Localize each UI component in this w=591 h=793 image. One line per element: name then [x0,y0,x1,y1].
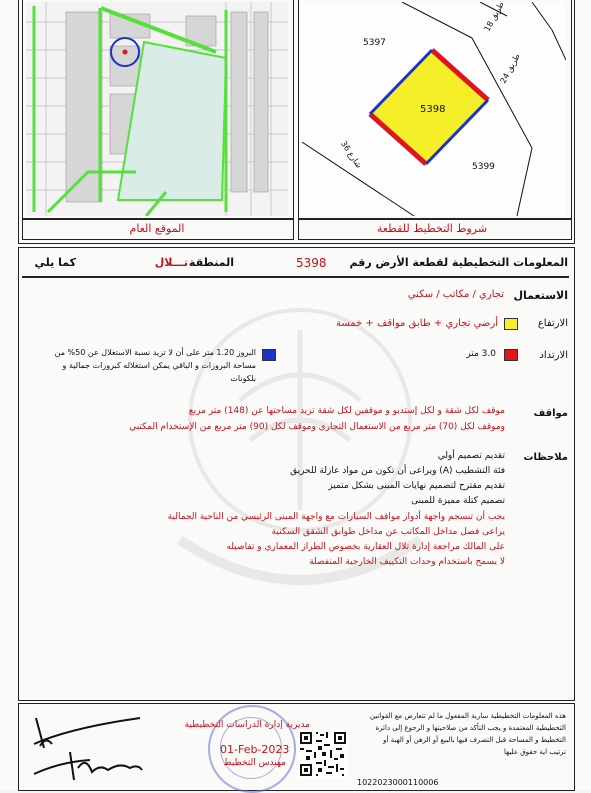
parking-line2: وموقف لكل (70) متر مربع من الاستعمال التجاري وموقف لكل (90) متر مربع من الإستخدام المكتبي [129,422,505,432]
disclaimer-line4: ترتيب اية حقوق عليها [504,748,566,756]
plot-conditions-caption: شروط التخطيط للقطعة [376,222,488,235]
area-label: المنطقة [188,256,234,269]
note-item: تقديم تصميم أولي [437,451,505,461]
general-location-caption: الموقع العام [129,222,185,235]
location-marker [123,50,128,55]
height-swatch [504,318,518,330]
signature [30,708,150,784]
neighbor-bottom-label: 5399 [472,162,495,172]
engineer-title: مهندس التخطيط [223,758,286,768]
note-item: تقديم مقترح لتصميم نهايات المبنى بشكل متميز [328,481,505,491]
neighbor-top-label: 5397 [363,38,386,48]
street-18-label: طريق 18 [482,0,506,33]
height-label: الارتفاع [537,318,568,329]
note-item: على المالك مراجعة إدارة تلال العقارية بخصوص الطراز المعماري و تفاصيله [226,542,505,552]
note-item: تصميم كتلة مميزة للمبنى [411,496,505,506]
header-plot-number: 5398 [296,256,327,270]
setback-value: 3.0 متر [466,349,496,359]
parking-label: مواقف [533,408,568,419]
usage-value: تجاري / مكاتب / سكني [407,289,504,300]
general-location-map [26,2,288,216]
plot-conditions-caption-line [298,218,572,220]
qr-code [298,730,348,778]
note-item: لا يسمح باستخدام وحدات التكييف الخارجية المنفصلة [309,557,505,567]
height-value: أرضي تجاري + طابق مواقف + خمسة [335,318,498,329]
note-item: يراعى فصل مداخل المكاتب عن مداخل طوابق الشقق السكنية [271,527,505,537]
disclaimer-line1: هذه المعلومات التخطيطية سارية المفعول ما لم تتعارض مع القوانين [369,712,566,720]
projection-swatch [262,349,276,361]
general-location-caption-line [22,218,294,220]
department-name: مديرية إدارة الدراسات التخطيطية [184,720,310,730]
projection-note-line2: مساحة البروزات و الباقي يمكن استغلاله كبروزات جمالية و [62,361,256,370]
as-follows-label: كما يلي [34,256,76,269]
notes-label: ملاحظات [523,452,568,463]
note-item: فئة التشطيب (A) ويراعى أن تكون من مواد عازلة للحريق [290,466,505,476]
setback-swatch [504,349,518,361]
street-36-label: شارع 36 [338,139,364,170]
setback-label: الارتداد [539,350,568,361]
street-24-label: طريق 24 [498,52,522,85]
reference-number: 1022023000110006 [357,778,439,787]
area-value: تـــلال [154,256,188,269]
usage-label: الاستعمال [513,289,568,302]
note-item: يجب أن تنسجم واجهة أدوار مواقف السيارات مع واجهة المبنى الرئيسي من الناحية الجمالية [167,512,505,522]
disclaimer-line3: التخطيط و المساحة قبل التصرف فيها بالبيع أو الرهن أو الهبة أو [383,736,566,744]
plot-number-label: 5398 [420,104,446,115]
document-date: 01-Feb-2023 [220,743,290,756]
parking-line1: موقف لكل شقة و لكل إستديو و موقفين لكل شقة تزيد مساحتها عن (148) متر مربع [188,406,505,416]
projection-note-line3: بلكونات [230,374,256,383]
document-title: المعلومات التخطيطية لقطعة الأرض رقم [349,256,568,269]
header-rule [22,276,569,278]
disclaimer-line2: التخطيطية المعتمدة و يجب التأكد من صلاحيتها و الرجوع إلى دائرة [375,724,566,732]
projection-note-line1: البروز 1.20 متر على أن لا تزيد نسبة الاستغلال عن 50% من [54,348,256,357]
